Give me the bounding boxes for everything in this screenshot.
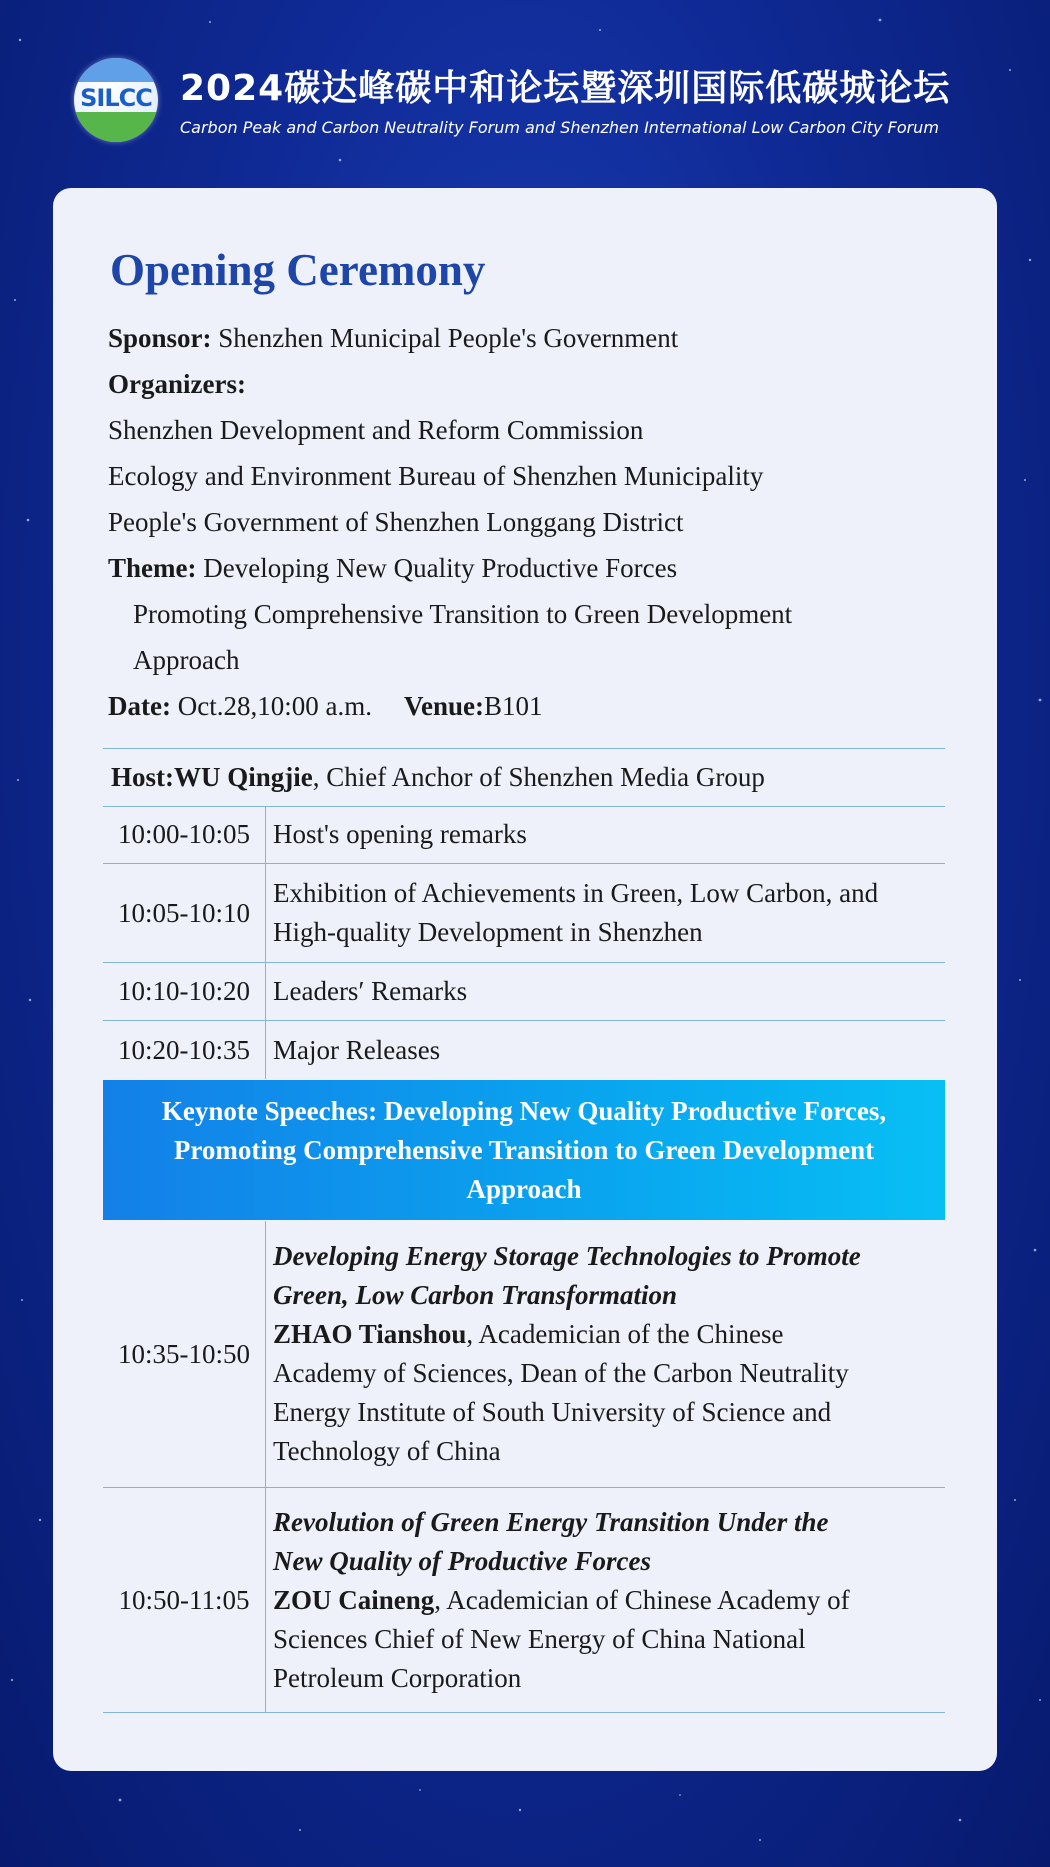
table-row [103, 806, 945, 864]
date-label: Date: [108, 691, 171, 721]
speech-cell [273, 1221, 937, 1487]
host-name: WU Qingjie [174, 762, 313, 792]
logo-text: SILCC [80, 84, 152, 112]
host-row [103, 748, 945, 807]
keynote-banner: Keynote Speeches: Developing New Quality Productive Forces, Promoting Comprehensive Transition to Green Development Approach [103, 1080, 945, 1220]
organizer-item: Shenzhen Development and Reform Commission [108, 415, 644, 445]
speaker-name: ZOU Caineng [273, 1584, 435, 1615]
time-cell: 10:20-10:35 [103, 1021, 266, 1079]
organizer-item: Ecology and Environment Bureau of Shenzhen Municipality [108, 461, 764, 491]
agenda-cell: Host's opening remarks [273, 819, 527, 849]
venue-value: B101 [483, 691, 543, 721]
speaker-name: ZHAO Tianshou [273, 1319, 467, 1349]
date-venue-line [108, 688, 542, 724]
agenda-cell: Exhibition of Achievements in Green, Low Carbon, and High-quality Development in Shenzhen [273, 878, 879, 947]
theme-value: Developing New Quality Productive Forces [196, 553, 678, 583]
speaker-desc: Technology of China [273, 1436, 501, 1466]
sponsor-label: Sponsor: [108, 323, 212, 353]
speaker-line: ZHAO Tianshou, Academician of the Chinese [273, 1319, 784, 1349]
speaker-desc: Petroleum Corporation [273, 1662, 522, 1693]
host-role: , Chief Anchor of Shenzhen Media Group [312, 762, 765, 792]
forum-header [0, 0, 1050, 180]
table-row [103, 864, 945, 963]
venue-label: Venue: [403, 691, 484, 721]
date-value: Oct.28,10:00 a.m. [170, 691, 372, 721]
organizer-item: People's Government of Shenzhen Longgang District [108, 507, 684, 537]
speech-cell [273, 1488, 937, 1712]
logo-green-band [74, 112, 158, 142]
table-row [103, 963, 945, 1021]
logo-sky-band [74, 58, 158, 82]
speech-row [103, 1221, 945, 1488]
speech-title: Developing Energy Storage Technologies to Promote [273, 1241, 861, 1271]
speech-title: New Quality of Productive Forces [273, 1545, 651, 1576]
agenda-cell: Major Releases [273, 1034, 441, 1065]
time-cell: 10:00-10:05 [103, 806, 266, 863]
page-title: Opening Ceremony [110, 245, 486, 295]
host-label: Host: [111, 762, 174, 792]
sponsor-line [108, 320, 678, 356]
table-row [103, 1021, 945, 1079]
theme-line [108, 550, 677, 586]
time-cell: 10:50-11:05 [103, 1488, 266, 1712]
speech-row [103, 1488, 945, 1713]
speaker-desc: Sciences Chief of New Energy of China National [273, 1623, 806, 1654]
time-cell: 10:05-10:10 [103, 864, 266, 962]
speaker-desc: Energy Institute of South University of Science and [273, 1397, 832, 1427]
theme-continuation: Promoting Comprehensive Transition to Green Development [133, 599, 793, 629]
silcc-logo [74, 58, 158, 142]
theme-label: Theme: [108, 553, 197, 583]
organizers-label: Organizers: [108, 369, 246, 399]
theme-continuation: Approach [133, 645, 240, 675]
forum-title-english: Carbon Peak and Carbon Neutrality Forum and Shenzhen International Low Carbon City Forum [180, 118, 939, 137]
speaker-desc: Academy of Sciences, Dean of the Carbon Neutrality [273, 1358, 849, 1388]
speaker-line: ZOU Caineng, Academician of Chinese Academy of [273, 1584, 850, 1615]
speech-title: Revolution of Green Energy Transition Under the [273, 1506, 829, 1537]
agenda-cell: Leaders′ Remarks [273, 976, 468, 1006]
forum-title-chinese: 2024碳达峰碳中和论坛暨深圳国际低碳城论坛 [180, 68, 951, 109]
sponsor-value: Shenzhen Municipal People's Government [211, 323, 679, 353]
speech-title: Green, Low Carbon Transformation [273, 1280, 678, 1310]
time-cell: 10:10-10:20 [103, 963, 266, 1020]
time-cell: 10:35-10:50 [103, 1221, 266, 1487]
